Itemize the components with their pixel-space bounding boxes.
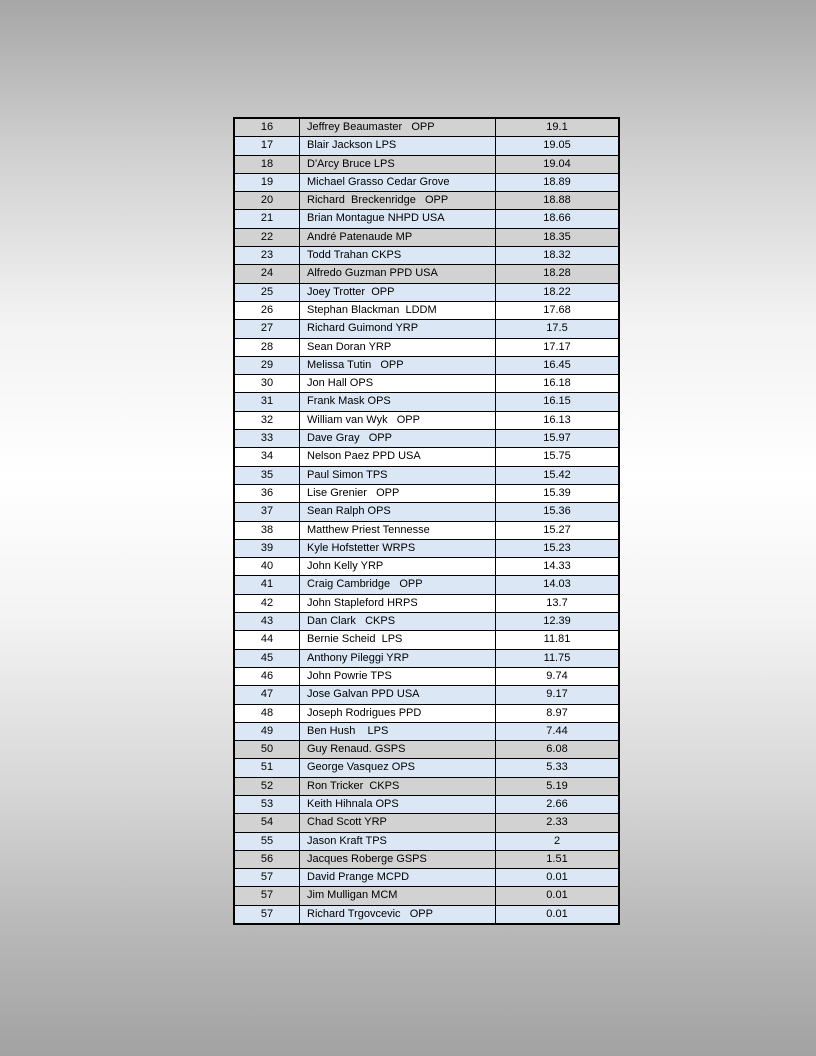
name-cell: John Powrie TPS — [300, 667, 496, 685]
table-row — [234, 558, 619, 576]
score-cell: 14.03 — [496, 576, 620, 594]
rank-cell: 28 — [234, 338, 300, 356]
rank-cell: 51 — [234, 759, 300, 777]
rank-cell: 18 — [234, 155, 300, 173]
score-cell: 13.7 — [496, 594, 620, 612]
table-row — [234, 137, 619, 155]
name-cell: Joey Trotter OPP — [300, 283, 496, 301]
name-cell: Paul Simon TPS — [300, 466, 496, 484]
score-cell: 11.81 — [496, 631, 620, 649]
score-cell: 9.74 — [496, 667, 620, 685]
name-cell: Craig Cambridge OPP — [300, 576, 496, 594]
rank-cell: 48 — [234, 704, 300, 722]
name-cell: Lise Grenier OPP — [300, 484, 496, 502]
score-cell: 18.35 — [496, 228, 620, 246]
name-cell: Jeffrey Beaumaster OPP — [300, 118, 496, 137]
score-cell: 16.18 — [496, 375, 620, 393]
score-cell: 16.45 — [496, 356, 620, 374]
score-cell: 2.66 — [496, 795, 620, 813]
score-cell: 18.28 — [496, 265, 620, 283]
table-row — [234, 283, 619, 301]
table-row — [234, 466, 619, 484]
name-cell: D'Arcy Bruce LPS — [300, 155, 496, 173]
table-row — [234, 631, 619, 649]
table-row — [234, 320, 619, 338]
name-cell: Anthony Pileggi YRP — [300, 649, 496, 667]
table-row — [234, 430, 619, 448]
table-row — [234, 814, 619, 832]
standings-table — [233, 117, 620, 925]
rank-cell: 19 — [234, 173, 300, 191]
rank-cell: 46 — [234, 667, 300, 685]
rank-cell: 17 — [234, 137, 300, 155]
table-row — [234, 411, 619, 429]
name-cell: Alfredo Guzman PPD USA — [300, 265, 496, 283]
name-cell: Jon Hall OPS — [300, 375, 496, 393]
table-row — [234, 192, 619, 210]
score-cell: 19.1 — [496, 118, 620, 137]
name-cell: John Stapleford HRPS — [300, 594, 496, 612]
table-row — [234, 850, 619, 868]
name-cell: Keith Hihnala OPS — [300, 795, 496, 813]
rank-cell: 56 — [234, 850, 300, 868]
table-row — [234, 905, 619, 924]
rank-cell: 41 — [234, 576, 300, 594]
table-row — [234, 649, 619, 667]
name-cell: Michael Grasso Cedar Grove — [300, 173, 496, 191]
table-row — [234, 265, 619, 283]
rank-cell: 36 — [234, 484, 300, 502]
table-row — [234, 118, 619, 137]
score-cell: 18.89 — [496, 173, 620, 191]
table-row — [234, 777, 619, 795]
name-cell: Blair Jackson LPS — [300, 137, 496, 155]
rank-cell: 31 — [234, 393, 300, 411]
score-cell: 19.05 — [496, 137, 620, 155]
table-row — [234, 484, 619, 502]
rank-cell: 57 — [234, 887, 300, 905]
rank-cell: 57 — [234, 905, 300, 924]
table-row — [234, 795, 619, 813]
table-row — [234, 210, 619, 228]
score-cell: 15.75 — [496, 448, 620, 466]
name-cell: William van Wyk OPP — [300, 411, 496, 429]
rank-cell: 45 — [234, 649, 300, 667]
name-cell: Kyle Hofstetter WRPS — [300, 539, 496, 557]
table-row — [234, 576, 619, 594]
table-row — [234, 247, 619, 265]
name-cell: Dave Gray OPP — [300, 430, 496, 448]
name-cell: Dan Clark CKPS — [300, 613, 496, 631]
score-cell: 12.39 — [496, 613, 620, 631]
table-row — [234, 301, 619, 319]
table-row — [234, 667, 619, 685]
rank-cell: 21 — [234, 210, 300, 228]
table-row — [234, 539, 619, 557]
table-row — [234, 375, 619, 393]
table-row — [234, 869, 619, 887]
table-row — [234, 173, 619, 191]
rank-cell: 35 — [234, 466, 300, 484]
rank-cell: 20 — [234, 192, 300, 210]
score-cell: 15.39 — [496, 484, 620, 502]
name-cell: John Kelly YRP — [300, 558, 496, 576]
score-cell: 0.01 — [496, 869, 620, 887]
table-row — [234, 228, 619, 246]
table-row — [234, 741, 619, 759]
table-row — [234, 759, 619, 777]
rank-cell: 26 — [234, 301, 300, 319]
rank-cell: 54 — [234, 814, 300, 832]
score-cell: 8.97 — [496, 704, 620, 722]
rank-cell: 30 — [234, 375, 300, 393]
name-cell: Richard Guimond YRP — [300, 320, 496, 338]
name-cell: Guy Renaud. GSPS — [300, 741, 496, 759]
rank-cell: 24 — [234, 265, 300, 283]
name-cell: Jim Mulligan MCM — [300, 887, 496, 905]
score-cell: 18.88 — [496, 192, 620, 210]
name-cell: Jacques Roberge GSPS — [300, 850, 496, 868]
rank-cell: 16 — [234, 118, 300, 137]
score-cell: 2 — [496, 832, 620, 850]
rank-cell: 23 — [234, 247, 300, 265]
name-cell: Jason Kraft TPS — [300, 832, 496, 850]
score-cell: 16.13 — [496, 411, 620, 429]
rank-cell: 40 — [234, 558, 300, 576]
score-cell: 16.15 — [496, 393, 620, 411]
name-cell: Richard Trgovcevic OPP — [300, 905, 496, 924]
score-cell: 18.32 — [496, 247, 620, 265]
name-cell: Bernie Scheid LPS — [300, 631, 496, 649]
rank-cell: 47 — [234, 686, 300, 704]
score-cell: 15.97 — [496, 430, 620, 448]
score-cell: 18.66 — [496, 210, 620, 228]
rank-cell: 27 — [234, 320, 300, 338]
rank-cell: 22 — [234, 228, 300, 246]
name-cell: Jose Galvan PPD USA — [300, 686, 496, 704]
rank-cell: 52 — [234, 777, 300, 795]
score-cell: 2.33 — [496, 814, 620, 832]
score-cell: 19.04 — [496, 155, 620, 173]
name-cell: Frank Mask OPS — [300, 393, 496, 411]
rank-cell: 42 — [234, 594, 300, 612]
table-row — [234, 686, 619, 704]
rank-cell: 32 — [234, 411, 300, 429]
rank-cell: 53 — [234, 795, 300, 813]
name-cell: Ben Hush LPS — [300, 722, 496, 740]
name-cell: Matthew Priest Tennesse — [300, 521, 496, 539]
table-row — [234, 448, 619, 466]
score-cell: 18.22 — [496, 283, 620, 301]
name-cell: Sean Ralph OPS — [300, 503, 496, 521]
rank-cell: 37 — [234, 503, 300, 521]
rank-cell: 38 — [234, 521, 300, 539]
score-cell: 15.23 — [496, 539, 620, 557]
table-row — [234, 613, 619, 631]
name-cell: André Patenaude MP — [300, 228, 496, 246]
table-row — [234, 832, 619, 850]
rank-cell: 49 — [234, 722, 300, 740]
table-row — [234, 356, 619, 374]
table-row — [234, 503, 619, 521]
rank-cell: 55 — [234, 832, 300, 850]
score-cell: 0.01 — [496, 887, 620, 905]
name-cell: Melissa Tutin OPP — [300, 356, 496, 374]
name-cell: Nelson Paez PPD USA — [300, 448, 496, 466]
rank-cell: 50 — [234, 741, 300, 759]
name-cell: Joseph Rodrigues PPD — [300, 704, 496, 722]
rank-cell: 29 — [234, 356, 300, 374]
name-cell: Ron Tricker CKPS — [300, 777, 496, 795]
score-cell: 17.68 — [496, 301, 620, 319]
table-row — [234, 155, 619, 173]
table-row — [234, 722, 619, 740]
standings-table-body — [234, 118, 619, 924]
score-cell: 17.5 — [496, 320, 620, 338]
table-row — [234, 521, 619, 539]
table-row — [234, 393, 619, 411]
rank-cell: 34 — [234, 448, 300, 466]
rank-cell: 44 — [234, 631, 300, 649]
score-cell: 14.33 — [496, 558, 620, 576]
score-cell: 1.51 — [496, 850, 620, 868]
score-cell: 15.27 — [496, 521, 620, 539]
name-cell: Todd Trahan CKPS — [300, 247, 496, 265]
score-cell: 5.19 — [496, 777, 620, 795]
name-cell: Brian Montague NHPD USA — [300, 210, 496, 228]
name-cell: Stephan Blackman LDDM — [300, 301, 496, 319]
rank-cell: 33 — [234, 430, 300, 448]
name-cell: Richard Breckenridge OPP — [300, 192, 496, 210]
table-row — [234, 594, 619, 612]
rank-cell: 57 — [234, 869, 300, 887]
score-cell: 17.17 — [496, 338, 620, 356]
rank-cell: 43 — [234, 613, 300, 631]
score-cell: 15.42 — [496, 466, 620, 484]
score-cell: 0.01 — [496, 905, 620, 924]
table-row — [234, 338, 619, 356]
score-cell: 9.17 — [496, 686, 620, 704]
score-cell: 5.33 — [496, 759, 620, 777]
score-cell: 15.36 — [496, 503, 620, 521]
name-cell: David Prange MCPD — [300, 869, 496, 887]
table-row — [234, 887, 619, 905]
name-cell: Chad Scott YRP — [300, 814, 496, 832]
name-cell: Sean Doran YRP — [300, 338, 496, 356]
score-cell: 7.44 — [496, 722, 620, 740]
rank-cell: 39 — [234, 539, 300, 557]
score-cell: 11.75 — [496, 649, 620, 667]
table-row — [234, 704, 619, 722]
score-cell: 6.08 — [496, 741, 620, 759]
rank-cell: 25 — [234, 283, 300, 301]
name-cell: George Vasquez OPS — [300, 759, 496, 777]
